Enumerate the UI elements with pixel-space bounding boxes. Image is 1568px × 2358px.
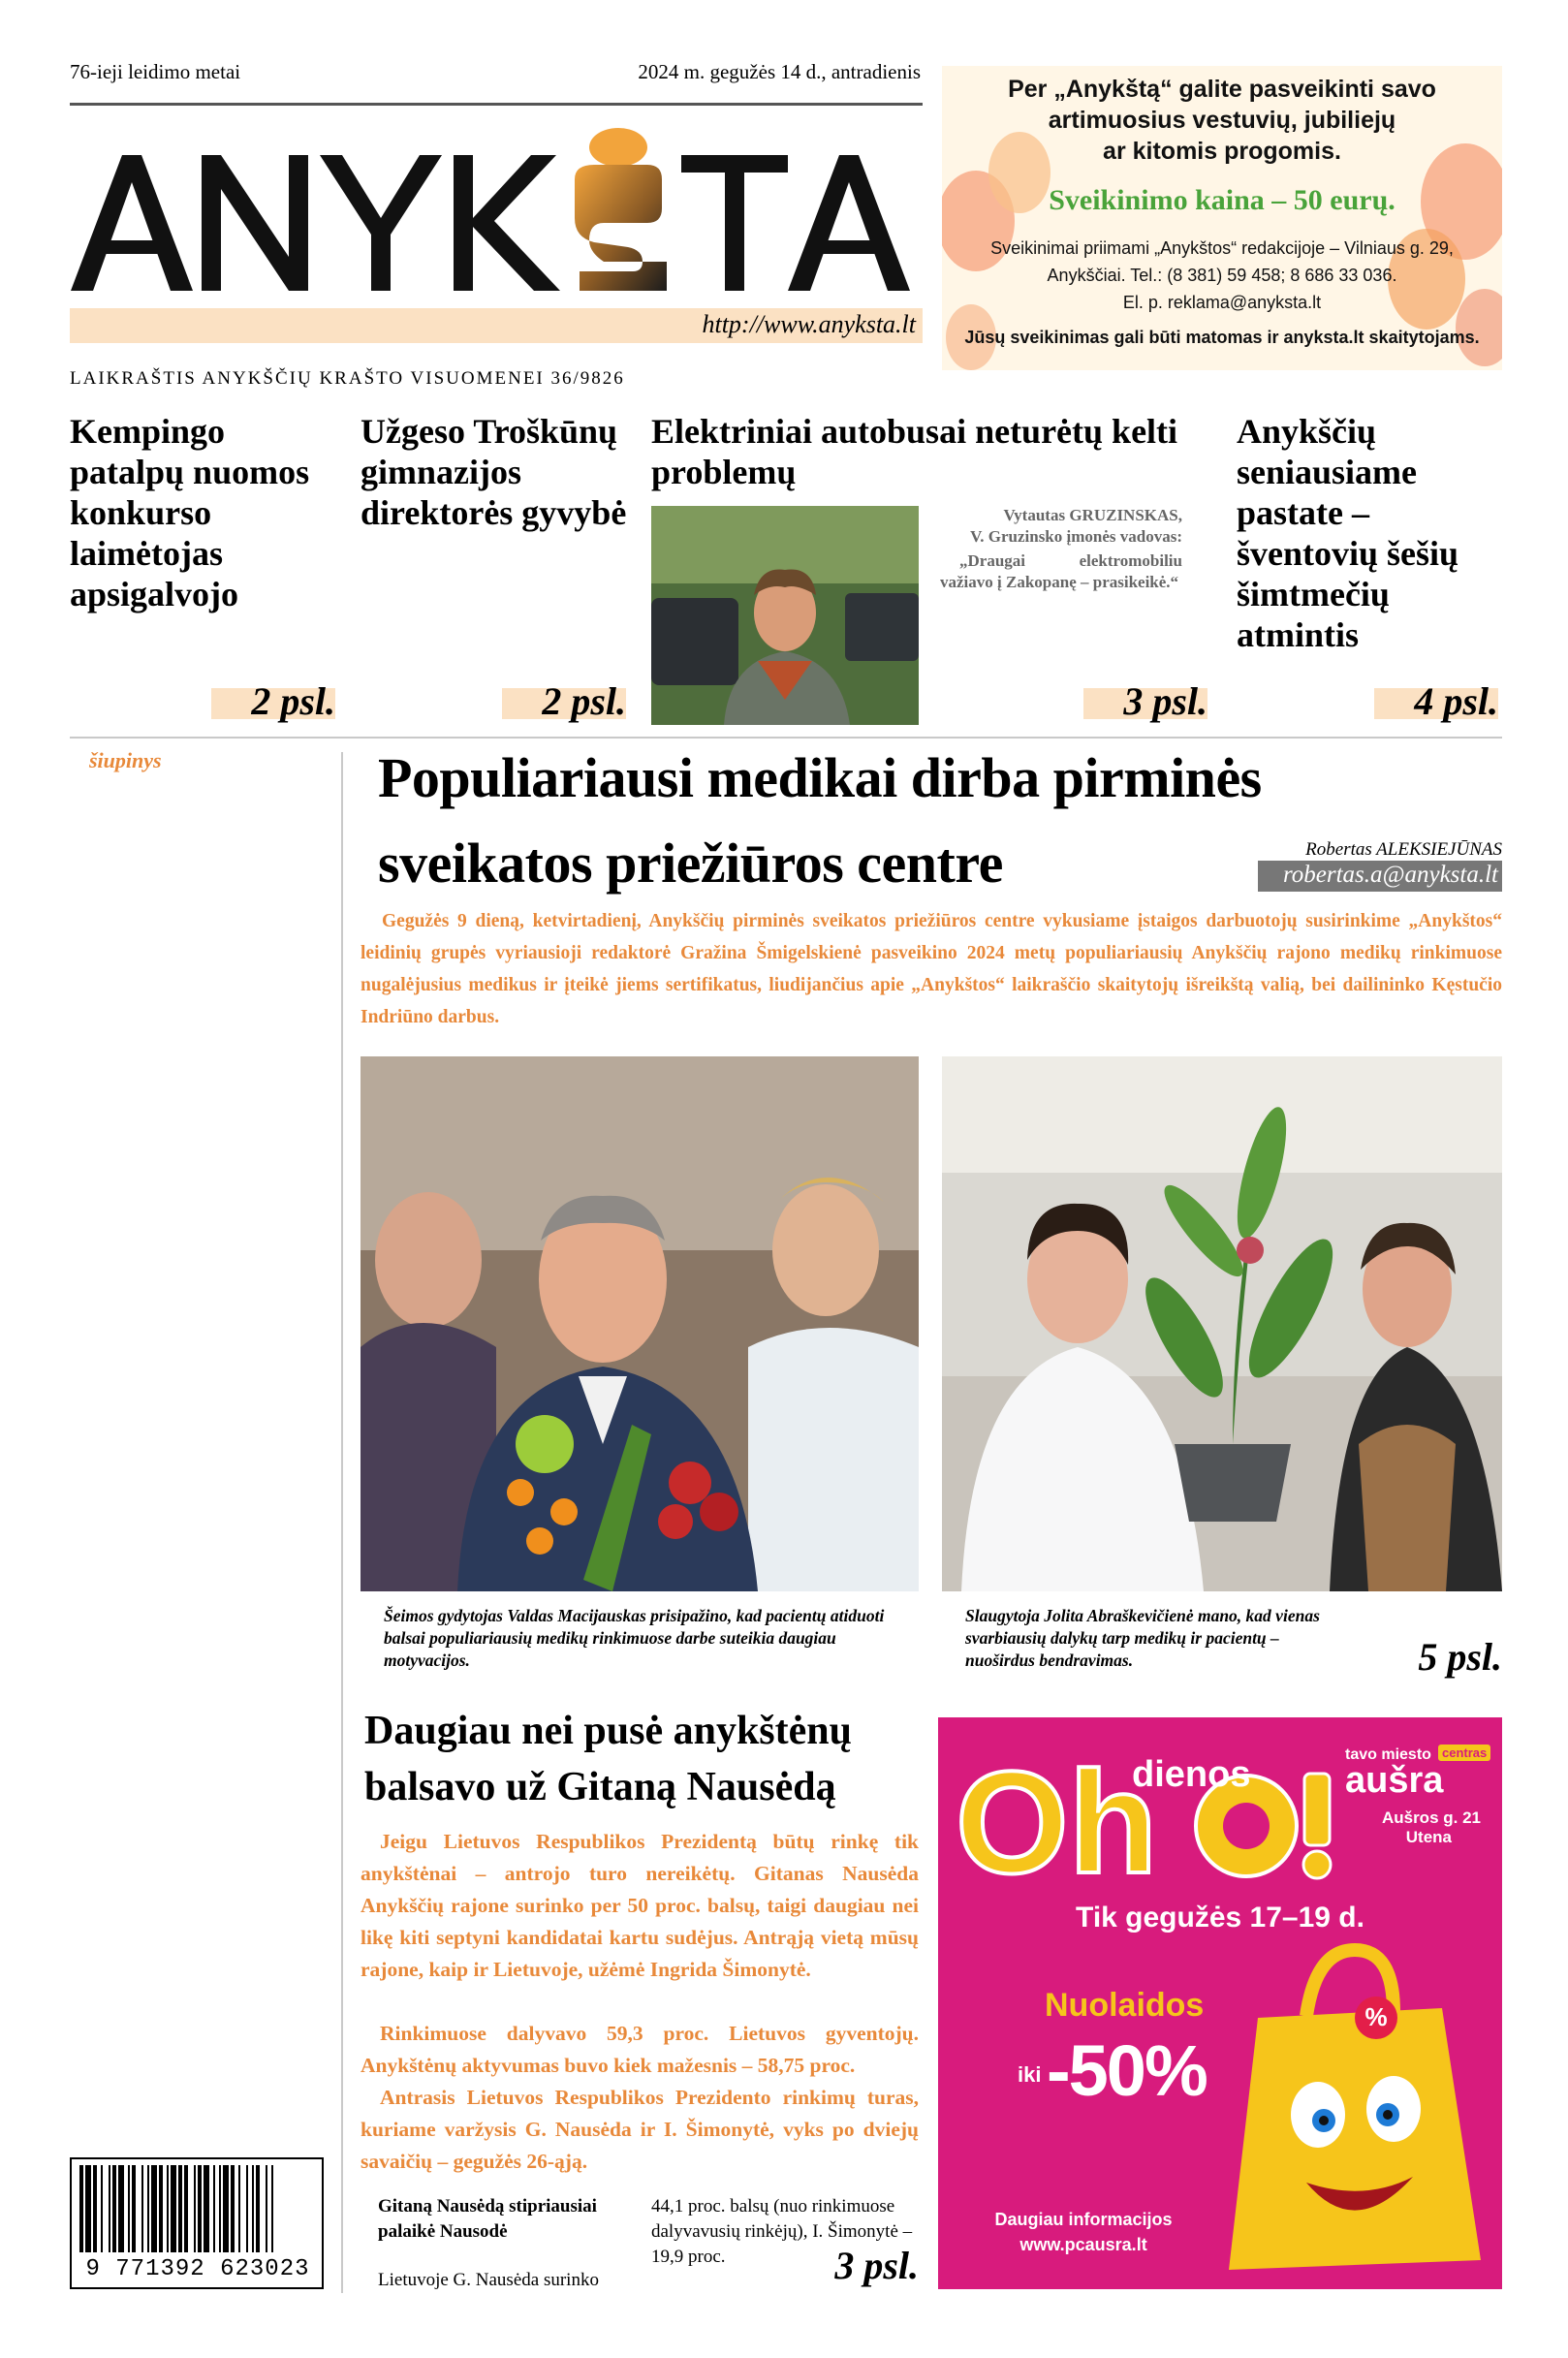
barcode-bar bbox=[118, 2165, 124, 2252]
tagline: LAIKRAŠTIS ANYKŠČIŲ KRAŠTO VISUOMENEI 36/9826 bbox=[70, 368, 625, 389]
ad-info-2: Anykščiai. Tel.: (8 381) 59 458; 8 686 33 036. bbox=[1047, 266, 1397, 285]
barcode-bar bbox=[184, 2165, 188, 2252]
barcode-bar bbox=[171, 2165, 176, 2252]
main-article-email[interactable]: robertas.a@anyksta.lt bbox=[1282, 862, 1498, 888]
oho-letters: Oh bbox=[956, 1741, 1158, 1903]
barcode-bar bbox=[109, 2165, 110, 2252]
teasers-bottom-rule bbox=[70, 737, 1502, 739]
teaser-3-quote-name: Vytautas GRUZINSKAS, bbox=[1003, 506, 1182, 524]
barcode-bar bbox=[246, 2165, 248, 2252]
greeting-ad[interactable] bbox=[942, 66, 1502, 370]
barcode-bar bbox=[231, 2165, 235, 2252]
barcode-number: 9 771392 623023 bbox=[85, 2256, 310, 2282]
masthead-top-rule bbox=[70, 103, 923, 106]
teaser-3-quote-role: V. Gruzinsko įmonės vadovas: bbox=[970, 527, 1182, 546]
ad-line-3: ar kitomis progomis. bbox=[1103, 138, 1341, 165]
ad-line-1: Per „Anykštą“ galite pasveikinti savo bbox=[1008, 76, 1436, 103]
barcode-bar bbox=[266, 2165, 267, 2252]
teaser-3-quote-text: „Draugai elektromobiliu važiavo į Zakopanę – prasikeikė.“ bbox=[940, 551, 1182, 591]
teaser-3-title[interactable]: Elektriniai autobusai neturėtų kelti problemų bbox=[651, 412, 1178, 491]
barcode-bar bbox=[79, 2165, 83, 2252]
nurse-with-plant-illustration bbox=[942, 1056, 1502, 1591]
barcode-bar bbox=[112, 2165, 116, 2252]
ad-footer: Jūsų sveikinimas gali būti matomas ir anyksta.lt skaitytojams. bbox=[964, 328, 1480, 347]
main-article-lead: Gegužės 9 dieną, ketvirtadienį, Anykščių pirminės sveikatos priežiūros centre vykusiame įstaigos darbuotojų susirinkime „Anykštos“ leidinių grupės vyriausioji redaktorė Gražina Šmigelskienė pasveikino 2024 metų populiariausių Anykščių rajono medikų rinkimuose nugalėjusius medikus ir įteikė jiems sertifikatus, liudijančius apie „Anykštos“ laikraščio skaitytojų išreikštą valią, bei dailininko Kęstučio Indriūno darbus. bbox=[361, 911, 1502, 1027]
promo-ad-graphics bbox=[938, 1717, 1502, 2289]
second-article-col2-text: 44,1 proc. balsų (nuo rinkimuose dalyvavusių rinkėjų), I. Šimonytė – 19,9 proc. bbox=[651, 2196, 913, 2267]
barcode-bar bbox=[159, 2165, 163, 2252]
main-photo-2 bbox=[942, 1056, 1502, 1591]
barcode-bar bbox=[223, 2165, 229, 2252]
teaser-2-page-ref[interactable]: 2 psl. bbox=[542, 679, 626, 723]
logo-accent-icon bbox=[589, 128, 647, 167]
barcode-bar bbox=[204, 2165, 209, 2252]
promo-oho-text bbox=[938, 1717, 939, 1718]
barcode-bar bbox=[151, 2165, 157, 2252]
main-photo-1 bbox=[361, 1056, 919, 1591]
promo-dienos: dienos bbox=[1132, 1754, 1251, 1795]
percent-badge: % bbox=[1364, 2002, 1388, 2031]
barcode-bar bbox=[128, 2165, 130, 2252]
store-address-2: Utena bbox=[1405, 1828, 1452, 1846]
issue-date: 2024 m. gegužės 14 d., antradienis bbox=[638, 60, 921, 83]
store-name: aušra bbox=[1345, 1760, 1444, 1801]
portrait-illustration bbox=[651, 506, 919, 725]
second-article-p1: Jeigu Lietuvos Respublikos Prezidentą būtų rinkę tik anykštėnai – antrojo turo nereikėtų. Gitanas Nausėda Anykščių rajone surinko per 50 proc. balsų, taigi daugiau nei likę kiti septyni kandidatai kartu sudėjus. Antrąją vietą mūsų rajone, kaip ir Lietuvoje, užėmė Ingrida Šimonytė. bbox=[361, 1830, 919, 1981]
main-article-title-line-1: Populiariausi medikai dirba pirminės bbox=[378, 746, 1262, 809]
barcode-bar bbox=[147, 2165, 149, 2252]
barcode-bars bbox=[78, 2165, 318, 2254]
barcode-bar bbox=[213, 2165, 215, 2252]
teaser-1-title[interactable]: Kempingo patalpų nuomos konkurso laimėtojas apsigalvojo bbox=[70, 412, 310, 613]
store-small-label: tavo miesto bbox=[1345, 1746, 1431, 1763]
website-link[interactable]: http://www.anyksta.lt bbox=[702, 310, 916, 338]
barcode-bar bbox=[93, 2165, 97, 2252]
second-article-p2: Rinkimuose dalyvavo 59,3 proc. Lietuvos gyventojų. Anykštėnų aktyvumas buvo kiek mažesnis – 58,75 proc. bbox=[361, 2022, 919, 2077]
main-article-page-ref[interactable]: 5 psl. bbox=[1418, 1635, 1502, 1679]
barcode-bar bbox=[132, 2165, 136, 2252]
barcode-bar bbox=[252, 2165, 254, 2252]
barcode-bar bbox=[141, 2165, 143, 2252]
barcode-bar bbox=[85, 2165, 91, 2252]
doctor-with-flowers-illustration bbox=[361, 1056, 919, 1591]
second-article-subheading: Gitaną Nausėdą stipriausiai palaikė Nausodė bbox=[378, 2196, 597, 2242]
promo-dates: Tik gegužės 17–19 d. bbox=[1076, 1902, 1364, 1934]
teaser-1-page-ref[interactable]: 2 psl. bbox=[251, 679, 335, 723]
second-article-sub-text: Lietuvoje G. Nausėda surinko bbox=[378, 2270, 599, 2290]
store-address-1: Aušros g. 21 bbox=[1381, 1808, 1481, 1827]
logo-graphic bbox=[66, 126, 928, 300]
second-article-title-line-2: balsavo už Gitaną Nausėdą bbox=[364, 1765, 836, 1809]
photo-1-caption: Šeimos gydytojas Valdas Macijauskas prisipažino, kad pacientų atiduoti balsai populiariausių medikų rinkimuose darbe suteikia daugiau motyvacijos. bbox=[384, 1606, 885, 1670]
main-article-title-line-2: sveikatos priežiūros centre bbox=[378, 832, 1003, 895]
discount-value: -50% bbox=[1047, 2030, 1207, 2111]
second-article-title-line-1: Daugiau nei pusė anykštėnų bbox=[364, 1709, 852, 1753]
barcode-bar bbox=[167, 2165, 169, 2252]
barcode-bar bbox=[198, 2165, 202, 2252]
barcode-bar bbox=[101, 2165, 103, 2252]
barcode-bar bbox=[178, 2165, 182, 2252]
photo-2-caption: Slaugytoja Jolita Abraškevičienė mano, kad vienas svarbiausių dalykų tarp medikų ir pacientų – nuoširdus bendravimas. bbox=[965, 1606, 1320, 1670]
second-article-page-ref[interactable]: 3 psl. bbox=[834, 2244, 919, 2287]
teaser-4-page-ref[interactable]: 4 psl. bbox=[1414, 679, 1498, 723]
ad-info-3: El. p. reklama@anyksta.lt bbox=[1122, 293, 1322, 312]
logo bbox=[66, 126, 928, 300]
discount-prefix: iki bbox=[1018, 2062, 1042, 2087]
barcode-bar bbox=[194, 2165, 196, 2252]
store-tag: centras bbox=[1438, 1745, 1490, 1761]
ad-price: Sveikinimo kaina – 50 eurų. bbox=[1049, 184, 1396, 216]
barcode-bar bbox=[271, 2165, 273, 2252]
promo-site-link[interactable]: www.pcausra.lt bbox=[1019, 2235, 1147, 2254]
barcode bbox=[70, 2157, 324, 2289]
sidebar-divider bbox=[341, 752, 343, 2293]
promo-ad[interactable] bbox=[938, 1717, 1502, 2289]
ad-info-1: Sveikinimai priimami „Anykštos“ redakcijoje – Vilniaus g. 29, bbox=[990, 238, 1454, 258]
second-article-p3: Antrasis Lietuvos Respublikos Prezidento rinkimų turas, kuriame varžysis G. Nausėda ir I. Šimonytė, vyks po dviejų savaičių – gegužės 26-ąją. bbox=[361, 2086, 919, 2173]
ad-line-2: artimuosius vestuvių, jubiliejų bbox=[1048, 107, 1396, 134]
teaser-4-title[interactable]: Anykščių seniausiame pastate – šventovių šešių šimtmečių atmintis bbox=[1237, 412, 1459, 654]
main-article-author: Robertas ALEKSIEJŪNAS bbox=[1305, 839, 1502, 860]
teaser-3-photo bbox=[651, 506, 919, 725]
barcode-bar bbox=[256, 2165, 260, 2252]
discount-label: Nuolaidos bbox=[1045, 1987, 1205, 2024]
barcode-bar bbox=[238, 2165, 240, 2252]
sidebar-label: šiupinys bbox=[89, 748, 162, 772]
teaser-3-page-ref[interactable]: 3 psl. bbox=[1123, 679, 1207, 723]
edition-label: 76-ieji leidimo metai bbox=[70, 60, 241, 83]
teaser-2-title[interactable]: Užgeso Troškūnų gimnazijos direktorės gyvybė bbox=[361, 412, 627, 532]
barcode-bar bbox=[219, 2165, 221, 2252]
more-info-label: Daugiau informacijos bbox=[994, 2210, 1173, 2229]
